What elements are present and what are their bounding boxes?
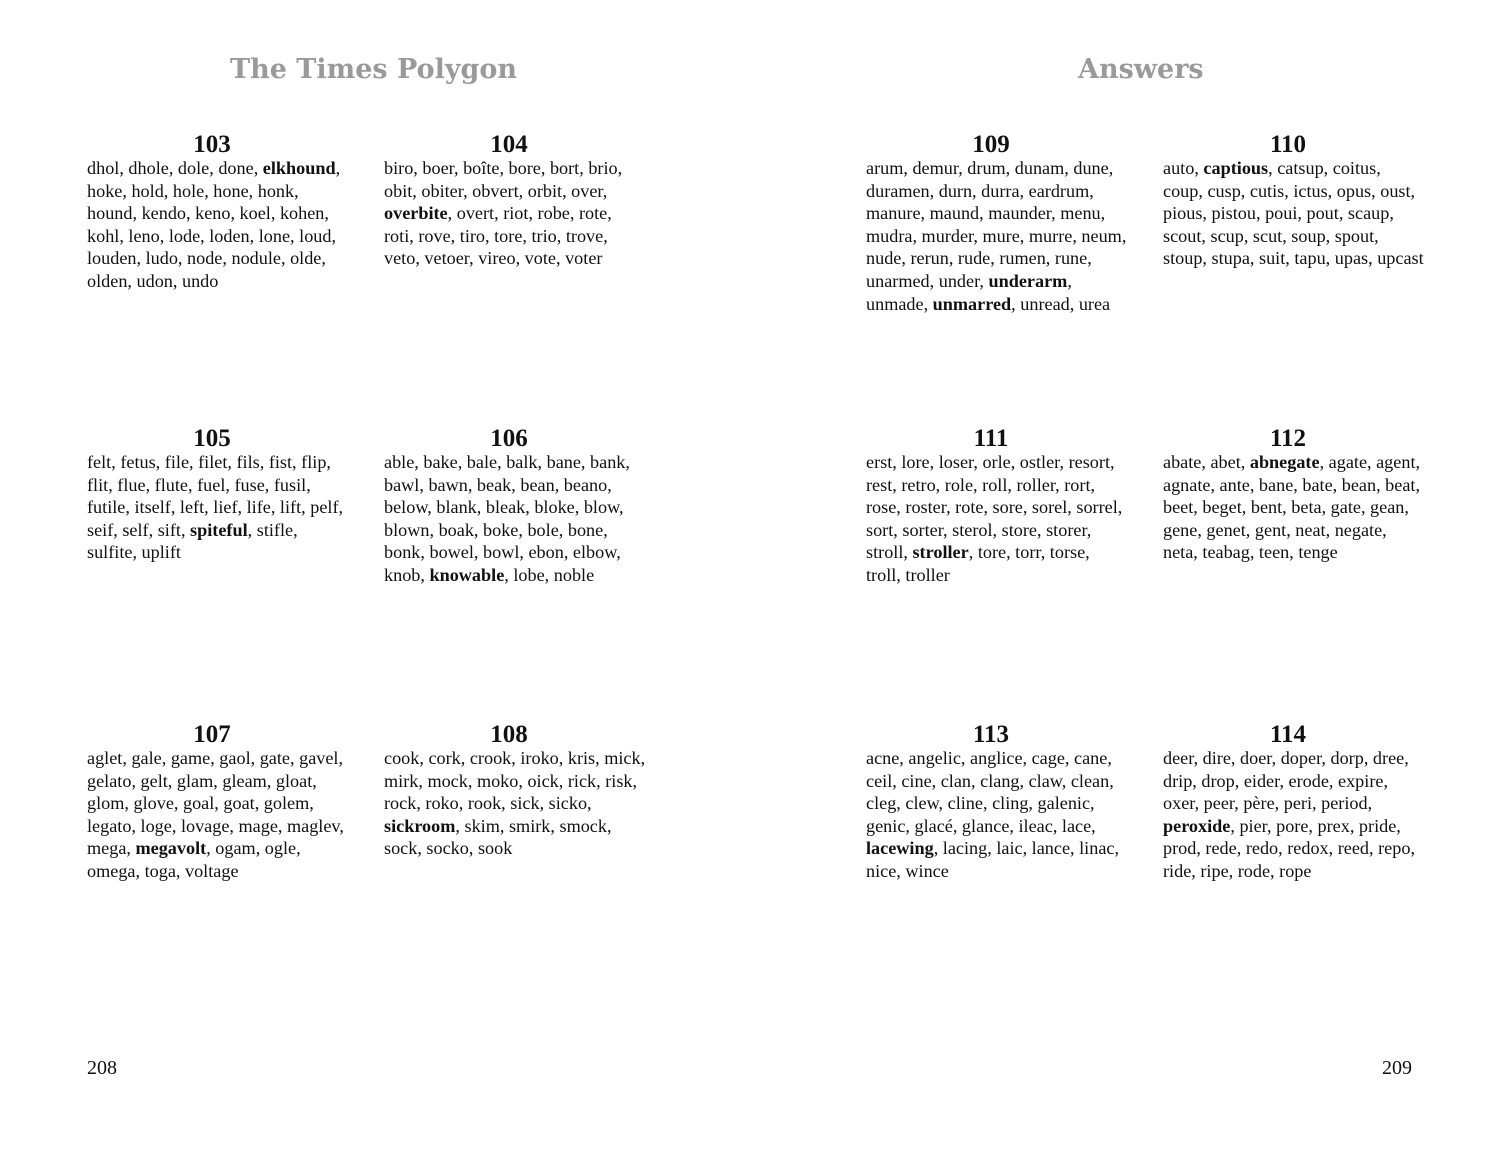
answer-list bbox=[1163, 747, 1425, 883]
answer-text: , skim, smirk, smock, sock, socko, sook bbox=[384, 815, 612, 859]
puzzle-114 bbox=[1163, 720, 1425, 883]
answer-list bbox=[1163, 157, 1425, 270]
puzzle-107 bbox=[87, 720, 349, 883]
running-head-right: Answers bbox=[1078, 54, 1204, 85]
puzzle-112 bbox=[1163, 424, 1425, 564]
puzzle-number: 107 bbox=[193, 721, 231, 748]
highlighted-answer: knowable bbox=[429, 564, 505, 585]
highlighted-answer: abnegate bbox=[1249, 452, 1320, 472]
answer-text: aglet, gale, game, gaol, gate, gavel, gelato, gelt, glam, gleam, gloat, glom, glove, goal, goat, golem, legato, loge, lovage, mage, maglev, mega, bbox=[87, 748, 344, 859]
puzzle-106 bbox=[384, 424, 646, 587]
answer-text: deer, dire, doer, doper, dorp, dree, drip, drop, eider, erode, expire, oxer, peer, père, peri, period, bbox=[1163, 748, 1409, 814]
answer-text: biro, boer, boîte, bore, bort, brio, obit, obiter, obvert, orbit, over, bbox=[384, 158, 623, 201]
answer-list bbox=[866, 747, 1128, 883]
answer-list bbox=[384, 747, 646, 860]
puzzle-number: 106 bbox=[490, 425, 528, 452]
highlighted-answer: unmarred bbox=[932, 293, 1012, 314]
puzzle-104 bbox=[384, 130, 646, 270]
puzzle-number: 104 bbox=[490, 131, 528, 158]
answer-list bbox=[1163, 451, 1425, 564]
answer-text: , unread, urea bbox=[1011, 293, 1111, 314]
page-number-left: 208 bbox=[87, 1057, 117, 1079]
puzzle-number: 108 bbox=[490, 721, 528, 748]
answer-text: , agate, agent, agnate, ante, bane, bate, bean, beat, beet, beget, bent, beta, gate, gean, gene, genet, gent, neat, negate, neta, teabag, teen, tenge bbox=[1163, 452, 1421, 563]
highlighted-answer: peroxide bbox=[1163, 815, 1231, 836]
answer-text: , lobe, noble bbox=[504, 564, 595, 585]
puzzle-109 bbox=[866, 130, 1128, 315]
page-number-right: 209 bbox=[1382, 1057, 1412, 1079]
puzzle-108 bbox=[384, 720, 646, 860]
puzzle-number: 113 bbox=[972, 721, 1010, 748]
answer-list bbox=[384, 451, 646, 587]
puzzle-110 bbox=[1163, 130, 1425, 270]
answer-text: , catsup, coitus, coup, cusp, cutis, ictus, opus, oust, pious, pistou, poui, pout, scaup, scout, scup, scut, soup, spout, stoup, stupa, suit, tapu, upas, upcast bbox=[1163, 158, 1424, 269]
puzzle-number: 109 bbox=[972, 131, 1010, 158]
puzzle-number: 112 bbox=[1269, 425, 1307, 452]
running-head-left: The Times Polygon bbox=[230, 54, 518, 85]
answer-list bbox=[87, 747, 349, 883]
highlighted-answer: lacewing bbox=[866, 838, 934, 859]
puzzle-number: 111 bbox=[973, 425, 1009, 452]
puzzle-number: 110 bbox=[1269, 131, 1307, 158]
puzzle-number: 105 bbox=[193, 425, 231, 452]
answer-text: , overt, riot, robe, rote, roti, rove, tiro, tore, trio, trove, veto, vetoer, vireo, vote, voter bbox=[384, 203, 612, 269]
answer-list bbox=[87, 451, 349, 564]
answer-text: arum, demur, drum, dunam, dune, duramen, durn, durra, eardrum, manure, maund, maunder, menu, mudra, murder, mure, murre, neum, nude, rerun, rude, rumen, rune, unarmed, under, bbox=[866, 158, 1127, 291]
answer-text: , ogam, ogle, omega, toga, voltage bbox=[87, 838, 301, 881]
highlighted-answer: captious bbox=[1203, 158, 1269, 178]
answer-text: cook, cork, crook, iroko, kris, mick, mirk, mock, moko, oick, rick, risk, rock, roko, rook, sick, sicko, bbox=[384, 748, 646, 814]
puzzle-111 bbox=[866, 424, 1128, 587]
puzzle-number: 114 bbox=[1269, 721, 1307, 748]
answer-text: able, bake, bale, balk, bane, bank, bawl, bawn, beak, bean, beano, below, blank, bleak, bloke, blow, blown, boak, boke, bole, bone, bonk, bowel, bowl, ebon, elbow, knob, bbox=[384, 452, 630, 585]
answer-text: , lacing, laic, lance, linac, nice, wince bbox=[866, 838, 1120, 881]
highlighted-answer: spiteful bbox=[190, 519, 248, 540]
answer-text: dhol, dhole, dole, done, bbox=[87, 158, 263, 178]
answer-list bbox=[384, 157, 646, 270]
answer-text: , pier, pore, prex, pride, prod, rede, redo, redox, reed, repo, ride, ripe, rode, rope bbox=[1163, 815, 1415, 881]
highlighted-answer: underarm bbox=[988, 270, 1068, 291]
puzzle-103 bbox=[87, 130, 349, 293]
answer-text: auto, bbox=[1163, 158, 1204, 178]
answer-text: felt, fetus, file, filet, fils, fist, flip, flit, flue, flute, fuel, fuse, fusil, futile, itself, left, lief, life, lift, pelf, seif, self, sift, bbox=[87, 452, 344, 540]
highlighted-answer: elkhound bbox=[262, 158, 336, 178]
answer-text: , tore, torr, torse, troll, troller bbox=[866, 542, 1090, 585]
puzzle-number: 103 bbox=[193, 131, 231, 158]
answer-list bbox=[866, 157, 1128, 315]
answer-text: acne, angelic, anglice, cage, cane, ceil, cine, clan, clang, claw, clean, cleg, clew, cline, cling, galenic, genic, glacé, glance, ileac, lace, bbox=[866, 748, 1114, 836]
answer-text: , unmade, bbox=[866, 270, 1072, 314]
answer-list bbox=[87, 157, 349, 293]
puzzle-113 bbox=[866, 720, 1128, 883]
answer-text: , stifle, sulfite, uplift bbox=[87, 519, 298, 563]
answer-text: abate, abet, bbox=[1163, 452, 1250, 472]
puzzle-105 bbox=[87, 424, 349, 564]
answer-text: erst, lore, loser, orle, ostler, resort, rest, retro, role, roll, roller, rort, rose, roster, rote, sore, sorel, sorrel, sort, sorter, sterol, store, storer, stroll, bbox=[866, 452, 1123, 563]
answer-text: , hoke, hold, hole, hone, honk, hound, kendo, keno, koel, kohen, kohl, leno, lode, loden, lone, loud, louden, ludo, node, nodule, olde, olden, udon, undo bbox=[87, 158, 341, 291]
highlighted-answer: megavolt bbox=[135, 838, 207, 859]
highlighted-answer: overbite bbox=[384, 203, 448, 224]
highlighted-answer: sickroom bbox=[384, 815, 456, 836]
highlighted-answer: stroller bbox=[912, 542, 969, 563]
answer-list bbox=[866, 451, 1128, 587]
